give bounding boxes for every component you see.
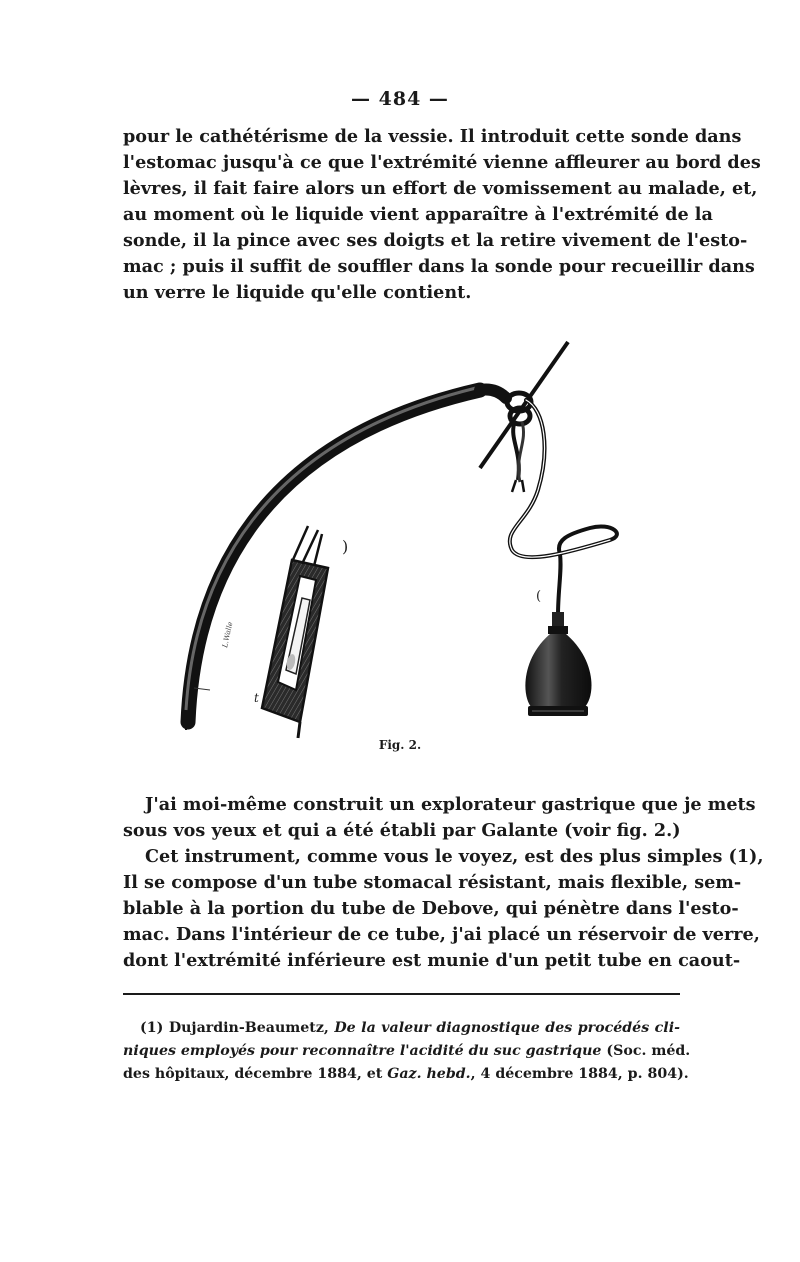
text-line: Cet instrument, comme vous le voyez, est des plus simples (1),	[145, 846, 764, 867]
footnote-line	[123, 1063, 689, 1086]
engraver-signature: L.Walle	[221, 621, 235, 649]
footnote-title: De la valeur diagnostique des procédés cli-	[334, 1020, 680, 1036]
text-line: mac ; puis il suffit de souffler dans la sonde pour recueillir dans	[123, 256, 755, 277]
clamp-pin	[480, 342, 568, 468]
label-closing-paren: )	[342, 537, 349, 556]
footnote-title: niques employés pour reconnaître l'acidité du suc gastrique	[123, 1043, 602, 1059]
label-opening-paren: (	[536, 589, 542, 604]
text-line: J'ai moi-même construit un explorateur gastrique que je mets	[145, 794, 756, 815]
footnote-marker: (1)	[140, 1020, 164, 1036]
rubber-bulb	[525, 612, 591, 716]
page-number: — 484 —	[351, 88, 449, 110]
footnote-line	[140, 1017, 680, 1040]
footnote-line	[123, 1040, 691, 1063]
text-line: sous vos yeux et qui a été établi par Galante (voir fig. 2.)	[123, 820, 681, 841]
text-line: au moment où le liquide vient apparaître à l'extrémité de la	[123, 204, 713, 225]
text-line: un verre le liquide qu'elle contient.	[123, 282, 472, 303]
text-line: dont l'extrémité inférieure est munie d'un petit tube en caout-	[123, 950, 741, 971]
footnote-author: Dujardin-Beaumetz,	[168, 1020, 329, 1036]
label-t: t	[254, 691, 259, 705]
reservoir-cutaway	[262, 526, 328, 738]
footnote-source: (Soc. méd.	[606, 1043, 691, 1059]
footnote-journal: Gaz. hebd.	[387, 1066, 471, 1082]
footnote-source: , 4 décembre 1884, p. 804).	[470, 1066, 689, 1082]
text-line: lèvres, il fait faire alors un effort de vomissement au malade, et,	[123, 178, 758, 199]
gastric-explorer-illustration	[150, 330, 650, 740]
figure-caption: Fig. 2.	[378, 738, 422, 752]
text-line: l'estomac jusqu'à ce que l'extrémité vienne affleurer au bord des	[123, 152, 761, 173]
text-line: blable à la portion du tube de Debove, qui pénètre dans l'esto-	[123, 898, 739, 919]
text-line: Il se compose d'un tube stomacal résistant, mais flexible, sem-	[123, 872, 742, 893]
text-line: mac. Dans l'intérieur de ce tube, j'ai placé un réservoir de verre,	[123, 924, 760, 945]
paragraph-top	[123, 124, 761, 306]
footnote-source: des hôpitaux, décembre 1884, et	[123, 1066, 383, 1082]
knot	[507, 393, 531, 492]
rubber-tube	[510, 400, 617, 615]
footnote-rule	[123, 993, 680, 995]
stomach-tube	[183, 388, 506, 730]
text-line: pour le cathétérisme de la vessie. Il introduit cette sonde dans	[123, 126, 742, 147]
paragraph-bottom	[123, 792, 764, 974]
text-line: sonde, il la pince avec ses doigts et la retire vivement de l'esto-	[123, 230, 748, 251]
footnote	[123, 1017, 691, 1086]
